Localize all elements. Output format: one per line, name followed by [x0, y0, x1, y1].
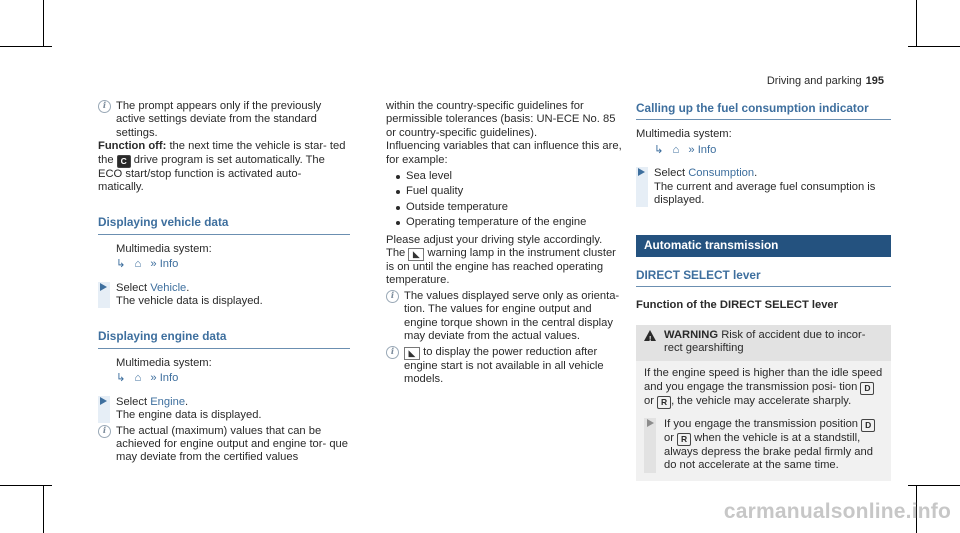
- function-heading: Function of the DIRECT SELECT lever: [636, 299, 839, 312]
- subsection-heading-direct-select: DIRECT SELECT lever: [636, 269, 891, 287]
- step-arrow-icon: [647, 419, 654, 427]
- info-menu-link[interactable]: Info: [159, 258, 179, 271]
- warning-triangle-icon: !: [644, 330, 656, 341]
- info-icon: i: [386, 290, 399, 303]
- paragraph: Influencing variables that can influence this are, for example:: [386, 140, 622, 166]
- list-item: Sea level: [396, 170, 624, 183]
- step-arrow-icon: [638, 168, 645, 176]
- power-reduction-warning-icon: ◣: [408, 248, 424, 261]
- engine-menu-link[interactable]: Engine: [150, 395, 186, 408]
- watermark: carmanualsonline.info: [723, 500, 951, 523]
- info-icon: i: [98, 100, 111, 113]
- warning-header: ! WARNING Risk of accident due to incor- rect gearshifting: [636, 325, 891, 362]
- step-arrow-icon: [100, 283, 107, 291]
- page-header: [758, 75, 884, 88]
- section-heading-vehicle-data: Displaying vehicle data: [98, 216, 350, 234]
- note: i The prompt appears only if the previously active settings deviate from the standard settings.: [98, 100, 350, 140]
- crop-mark: [916, 0, 917, 47]
- crop-mark: [0, 46, 52, 47]
- warning-box: [636, 325, 891, 481]
- note: i ◣ to display the power reduction after engine start is not available in all vehicle models.: [386, 346, 624, 387]
- column-middle: [386, 100, 624, 386]
- double-chevron-icon: »: [150, 372, 157, 385]
- section-bar-automatic-transmission: Automatic transmission: [636, 235, 891, 256]
- column-right: [636, 102, 891, 481]
- menu-path: [98, 372, 350, 385]
- list-item: Fuel quality: [396, 185, 624, 198]
- multimedia-system-label: Multimedia system:: [116, 242, 212, 255]
- step-select-consumption: Select Consumption. The current and average fuel consumption is displayed.: [636, 167, 891, 207]
- home-icon: ⌂: [672, 143, 680, 156]
- header-section: Driving and parking: [766, 75, 862, 87]
- info-menu-link[interactable]: Info: [159, 372, 179, 385]
- crop-mark: [43, 0, 44, 47]
- info-icon: i: [386, 346, 399, 359]
- home-icon: ⌂: [134, 258, 142, 271]
- warning-step: If you engage the transmission position D or R when the vehicle is at a standstill, always depress the brake pedal firmly and do not accelerate at the same time.: [644, 418, 883, 473]
- crop-mark: [43, 485, 44, 533]
- menu-path: [636, 144, 891, 157]
- section-heading-engine-data: Displaying engine data: [98, 330, 350, 348]
- warning-label: WARNING: [664, 328, 719, 341]
- step-select-vehicle: Select Vehicle. The vehicle data is displayed.: [98, 282, 350, 309]
- function-off-paragraph: Function off: the next time the vehicle is star- ted the C drive program is set automatically. The ECO start/stop function is activated auto- matically.: [98, 140, 346, 194]
- multimedia-system-label: Multimedia system:: [116, 356, 212, 369]
- multimedia-system-label: Multimedia system:: [636, 128, 732, 141]
- gear-d-icon: D: [860, 382, 874, 395]
- note: i The values displayed serve only as orienta- tion. The values for engine output and engine torque shown in the central display may deviate from the actual values.: [386, 290, 624, 344]
- paragraph: The ◣ warning lamp in the instrument cluster is on until the engine has reached operating temperature.: [386, 247, 616, 287]
- note: i The actual (maximum) values that can be achieved for engine output and engine tor- que may deviate from the certified values: [98, 425, 350, 465]
- drive-program-c-icon: C: [117, 155, 131, 168]
- warning-body: If the engine speed is higher than the idle speed and you engage the transmission posi- tion D or R , the vehicle may accelerate sharply. If you engage the transmission position D or R when the vehicle is at a standstill, always depress the brake pedal firmly and do not accelerate at the same time.: [644, 367, 883, 472]
- step-arrow-icon: [100, 397, 107, 405]
- home-icon: ⌂: [134, 372, 142, 385]
- list-item: Outside temperature: [396, 201, 624, 214]
- consumption-menu-link[interactable]: Consumption: [688, 167, 755, 180]
- paragraph: within the country-specific guidelines for permissible tolerances (basis: UN-ECE No. 85 or country-specific guidelines).: [386, 100, 616, 139]
- path-arrow-icon: ↳: [654, 143, 664, 156]
- crop-mark: [908, 46, 960, 47]
- path-arrow-icon: ↳: [116, 258, 126, 271]
- path-arrow-icon: ↳: [116, 372, 126, 385]
- crop-mark: [0, 485, 52, 486]
- power-reduction-warning-icon: ◣: [404, 347, 420, 360]
- column-left: [98, 100, 350, 465]
- menu-path: [98, 258, 350, 271]
- vehicle-menu-link[interactable]: Vehicle: [150, 281, 187, 294]
- double-chevron-icon: »: [150, 258, 157, 271]
- paragraph: Please adjust your driving style accordingly.: [386, 233, 603, 246]
- page-number: 195: [865, 75, 884, 87]
- gear-d-icon: D: [861, 419, 875, 432]
- crop-mark: [908, 485, 960, 486]
- info-menu-link[interactable]: Info: [697, 143, 717, 156]
- section-heading-fuel-consumption: Calling up the fuel consumption indicator: [636, 102, 891, 120]
- list-item: Operating temperature of the engine: [396, 216, 624, 229]
- gear-r-icon: R: [677, 433, 691, 446]
- influencing-variables-list: [386, 170, 624, 230]
- step-select-engine: Select Engine. The engine data is displayed.: [98, 396, 350, 423]
- gear-r-icon: R: [657, 396, 671, 409]
- double-chevron-icon: »: [688, 143, 695, 156]
- info-icon: i: [98, 425, 111, 438]
